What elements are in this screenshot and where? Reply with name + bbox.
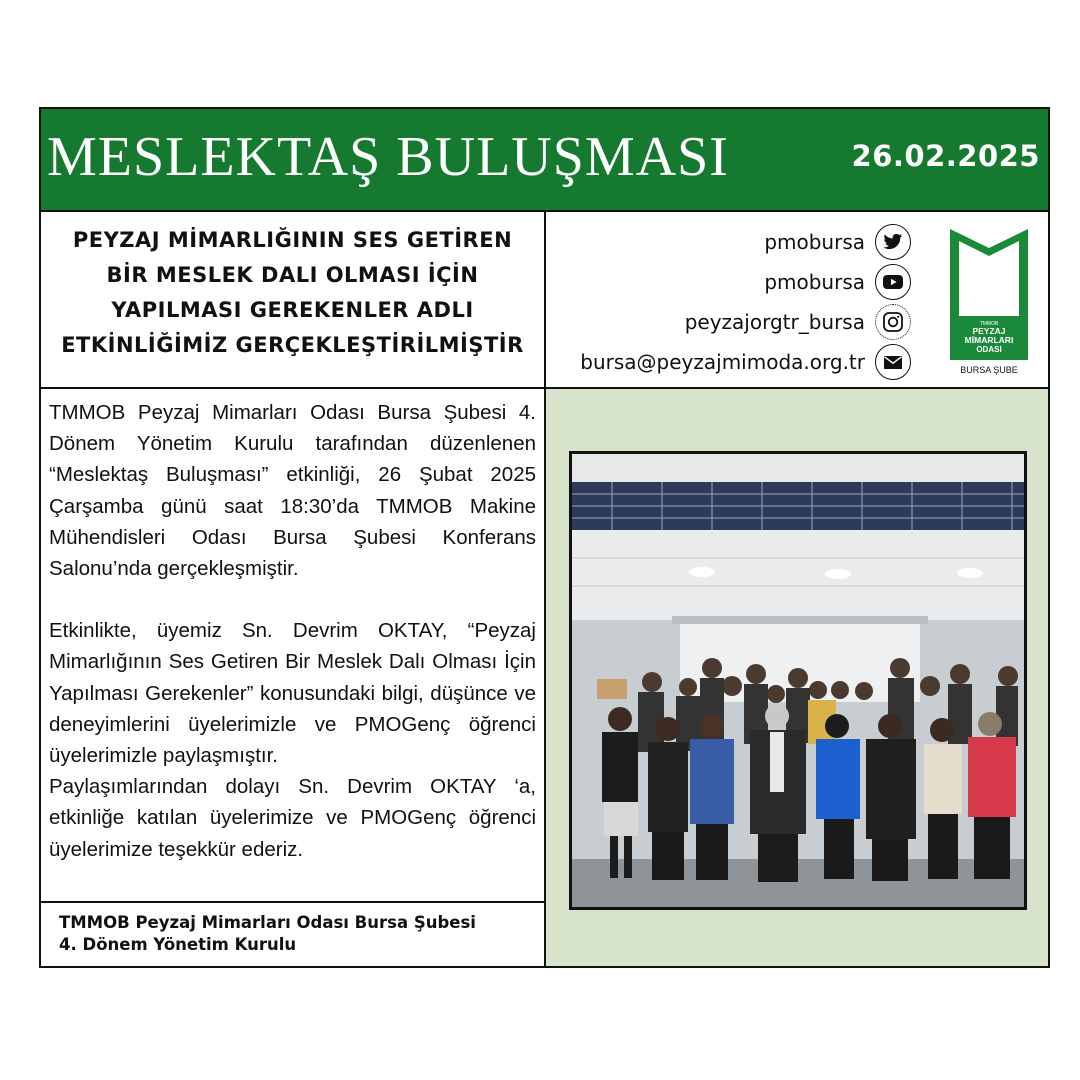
divider-above-footer [41,901,544,903]
description-paragraph-1: TMMOB Peyzaj Mimarları Odası Bursa Şubesi 4. Dönem Yönetim Kurulu tarafından düzenlenen “Meslektaş Buluşması” etkinliği, 26 Şubat 2025 Çarşamba günü saat 18:30’da TMMOB Makine Mühendisleri Odası Bursa Şubesi Konferans Salonu’nda gerçekleşmiştir. [49,401,536,581]
subtitle-line: PEYZAJ MİMARLIĞININ SES GETİREN [72,228,513,252]
contact-instagram[interactable] [685,304,911,340]
group-photo [569,451,1027,910]
contact-youtube[interactable] [764,264,911,300]
instagram-handle[interactable]: peyzajorgtr_bursa [684,310,865,334]
event-date: 26.02.2025 [851,139,1040,173]
footer-signature [59,912,476,956]
subtitle-line: ETKİNLİĞİMİZ GERÇEKLEŞTİRİLMİŞTİR [61,333,524,357]
footer-line-1: TMMOB Peyzaj Mimarları Odası Bursa Şubesi [59,913,476,932]
email-address[interactable]: bursa@peyzajmimoda.org.tr [580,350,865,374]
event-subtitle [43,223,542,363]
poster-frame [39,107,1050,968]
group-photo-illustration [572,454,1024,907]
subtitle-line: YAPILMASI GEREKENLER ADLI [111,298,474,322]
logo-caption: BURSA ŞUBE [960,365,1018,375]
twitter-handle[interactable]: pmobursa [764,230,865,254]
logo-text-line4: ODASI [976,345,1002,354]
description-paragraph-3: Paylaşımlarından dolayı Sn. Devrim OKTAY ‘a, etkinliğe katılan üyelerimize ve PMOGenç öğrenci üyelerimize teşekkür ederiz. [49,775,536,861]
mail-icon[interactable] [875,344,911,380]
event-title: MESLEKTAŞ BULUŞMASI [47,126,729,188]
contact-panel [546,212,1048,387]
organization-logo [944,224,1034,376]
logo-text-line3: MİMARLARI [964,335,1014,345]
contact-email[interactable] [580,344,911,380]
youtube-handle[interactable]: pmobursa [764,270,865,294]
event-description [49,397,536,865]
instagram-icon[interactable] [875,304,911,340]
logo-text-line1: TMMOB [979,321,999,327]
header-banner [41,109,1048,210]
footer-line-2: 4. Dönem Yönetim Kurulu [59,935,297,954]
contact-twitter[interactable] [764,224,911,260]
photo-panel [546,389,1048,966]
logo-text-line2: PEYZAJ [972,326,1006,336]
description-paragraph-2: Etkinlikte, üyemiz Sn. Devrim OKTAY, “Peyzaj Mimarlığının Ses Getiren Bir Meslek Dalı Olması İçin Yapılması Gerekenler” konusundaki bilgi, düşünce ve deneyimlerini üyelerimizle ve PMOGenç öğrenci üyelerimizle paylaşmıştır. [49,619,536,768]
youtube-icon[interactable] [875,264,911,300]
twitter-icon[interactable] [875,224,911,260]
subtitle-line: BİR MESLEK DALI OLMASI İÇİN [106,263,479,287]
